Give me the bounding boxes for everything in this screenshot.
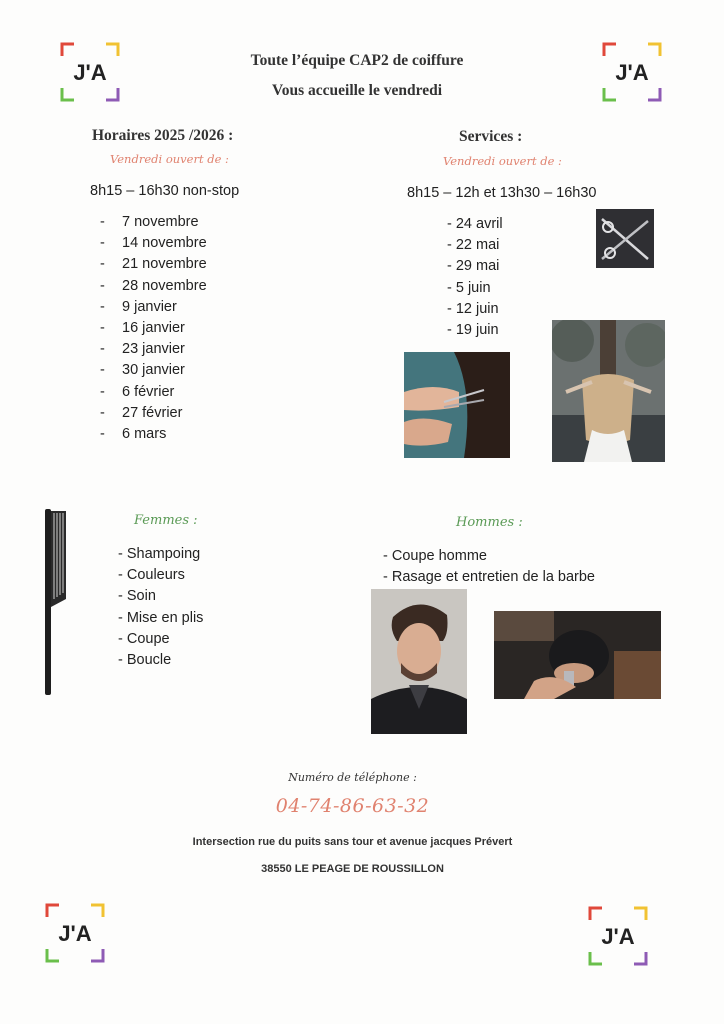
services-date-list <box>447 214 503 341</box>
list-item <box>118 629 203 650</box>
list-item-label: - Shampoing <box>118 546 201 562</box>
list-item <box>118 650 203 671</box>
address-line-1: Intersection rue du puits sans tour et avenue jacques Prévert <box>192 836 513 848</box>
services-hours: 8h15 – 12h et 13h30 – 16h30 <box>407 185 597 201</box>
list-item <box>100 382 207 403</box>
list-item <box>447 256 503 277</box>
list-item-label: - 22 mai <box>447 237 500 254</box>
scissors-photo <box>596 209 654 268</box>
horaires-date-list <box>100 212 207 445</box>
bullet-dash: - <box>100 362 105 379</box>
list-item-label: - 29 mai <box>447 258 500 275</box>
horaires-hours: 8h15 – 16h30 non-stop <box>90 183 240 199</box>
list-item-label: 21 novembre <box>122 256 207 273</box>
list-item <box>100 212 207 233</box>
bullet-dash: - <box>100 214 105 230</box>
logo-text: J'A <box>58 921 92 946</box>
woman-hair-photo <box>552 320 665 462</box>
list-item <box>118 608 203 629</box>
man-portrait-photo <box>371 589 467 734</box>
list-item <box>447 278 503 299</box>
bullet-dash: - <box>100 425 105 442</box>
list-item <box>100 297 207 318</box>
list-item <box>118 544 203 565</box>
barber-photo <box>494 611 661 699</box>
services-title: Services : <box>459 128 523 145</box>
phone-label: Numéro de téléphone : <box>288 771 417 784</box>
list-item <box>100 339 207 360</box>
list-item <box>100 424 207 445</box>
logo-text: J'A <box>615 60 649 85</box>
list-item <box>383 567 595 588</box>
logo-bottom-left <box>45 903 105 963</box>
list-item <box>118 586 203 607</box>
haircut-photo <box>404 352 510 458</box>
list-item-label: 23 janvier <box>122 341 185 358</box>
list-item-label: - Mise en plis <box>118 609 204 626</box>
bullet-dash: - <box>100 277 105 294</box>
list-item <box>100 403 207 424</box>
bullet-dash: - <box>100 404 105 421</box>
header-line-2: Vous accueille le vendredi <box>271 82 443 99</box>
list-item <box>447 299 503 320</box>
list-item-label: 6 février <box>122 383 175 400</box>
logo-text: J'A <box>601 924 635 949</box>
list-item-label: - Rasage et entretien de la barbe <box>383 569 595 586</box>
list-item-label: 9 janvier <box>122 298 177 315</box>
comb-image <box>42 507 70 697</box>
services-subtitle: Vendredi ouvert de : <box>443 154 562 168</box>
list-item-label: 30 janvier <box>122 362 185 379</box>
list-item <box>118 565 203 586</box>
bullet-dash: - <box>100 319 105 336</box>
logo-bottom-right <box>588 906 648 966</box>
list-item <box>100 360 207 381</box>
list-item-label: 7 novembre <box>122 214 199 230</box>
list-item-label: 14 novembre <box>122 235 207 252</box>
comb-icon <box>42 507 70 697</box>
list-item-label: - 5 juin <box>447 279 491 296</box>
logo-text: J'A <box>73 60 107 85</box>
list-item-label: - Coupe homme <box>383 548 487 564</box>
address-line-2: 38550 LE PEAGE DE ROUSSILLON <box>261 863 444 875</box>
bullet-dash: - <box>100 256 105 273</box>
list-item-label: 6 mars <box>122 425 167 442</box>
list-item-label: - Coupe <box>118 630 170 647</box>
scissors-icon <box>596 209 654 268</box>
list-item <box>100 254 207 275</box>
list-item <box>447 320 503 341</box>
list-item-label: - 24 avril <box>447 216 503 232</box>
header-line-1: Toute l’équipe CAP2 de coiffure <box>250 52 464 69</box>
list-item-label: - 19 juin <box>447 321 499 338</box>
hommes-service-list <box>383 546 595 588</box>
list-item <box>100 318 207 339</box>
list-item-label: - Boucle <box>118 651 172 668</box>
horaires-subtitle: Vendredi ouvert de : <box>110 152 229 166</box>
horaires-title: Horaires 2025 /2026 : <box>92 127 234 144</box>
list-item-label: - Couleurs <box>118 567 185 584</box>
bullet-dash: - <box>100 298 105 315</box>
list-item-label: - Soin <box>118 588 156 605</box>
list-item-label: 27 février <box>122 404 183 421</box>
list-item-label: 28 novembre <box>122 277 207 294</box>
list-item <box>100 233 207 254</box>
bullet-dash: - <box>100 383 105 400</box>
bullet-dash: - <box>100 341 105 358</box>
femmes-service-list <box>118 544 203 671</box>
list-item <box>447 214 503 235</box>
list-item <box>100 276 207 297</box>
phone-number: 04-74-86-63-32 <box>275 795 430 817</box>
list-item-label: 16 janvier <box>122 319 185 336</box>
hommes-title: Hommes : <box>456 515 523 530</box>
list-item <box>447 235 503 256</box>
bullet-dash: - <box>100 235 105 252</box>
list-item-label: - 12 juin <box>447 300 499 317</box>
list-item <box>383 546 595 567</box>
femmes-title: Femmes : <box>134 513 198 528</box>
